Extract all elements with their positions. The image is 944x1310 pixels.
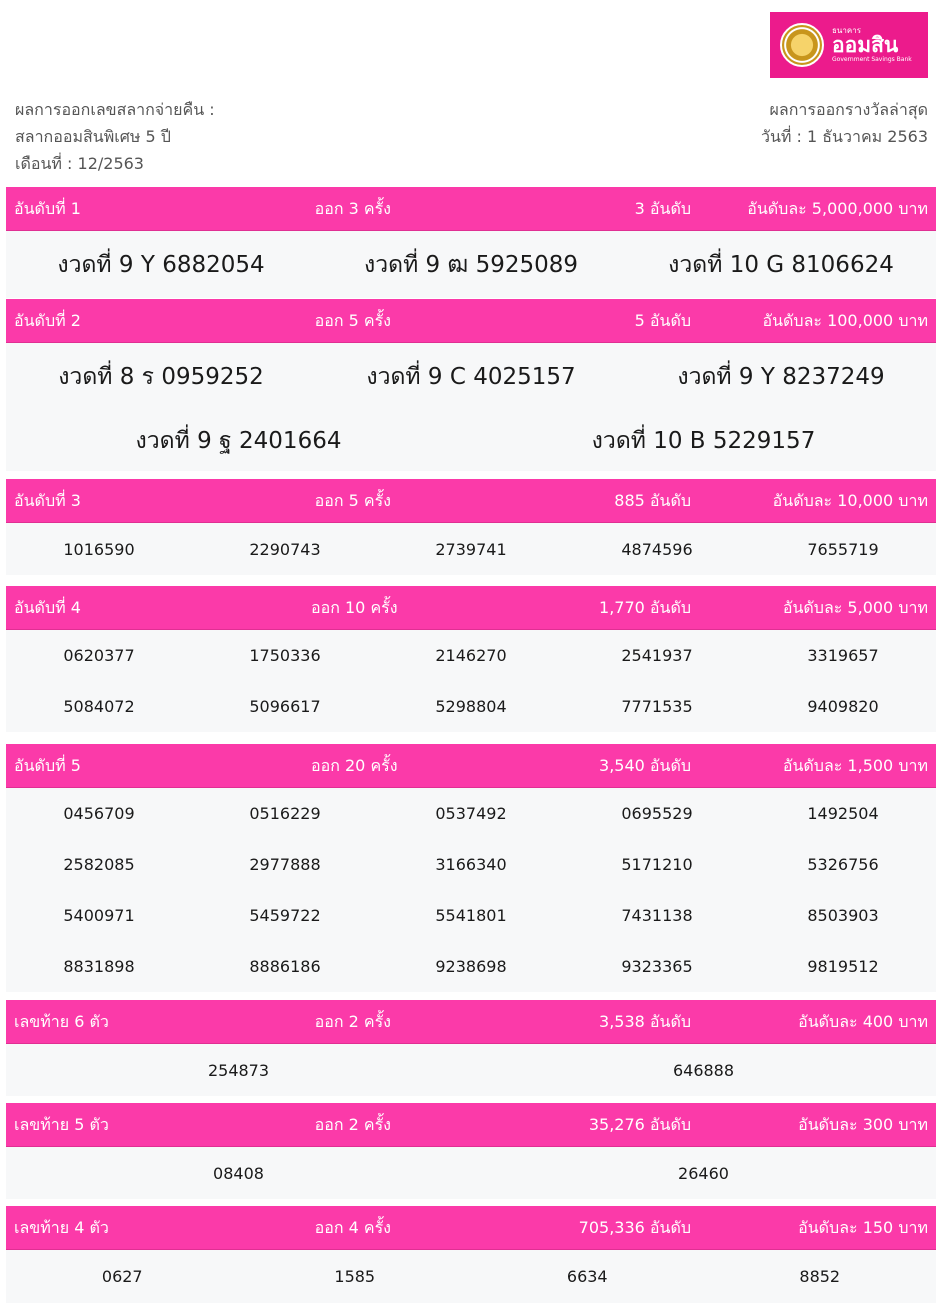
winning-number: 1016590 — [63, 539, 135, 559]
prize-numbers — [6, 231, 936, 298]
number-row — [6, 343, 936, 410]
prize-header — [6, 1000, 936, 1044]
prize-title: เลขท้าย 4 ตัว — [14, 1218, 109, 1237]
prize-section — [6, 744, 936, 992]
info-product: สลากออมสินพิเศษ 5 ปี — [15, 127, 171, 146]
prize-count: 35,276 อันดับ — [588, 1115, 691, 1134]
prize-title: อันดับที่ 1 — [14, 199, 81, 218]
winning-number: 8831898 — [63, 957, 135, 976]
winning-number: 5400971 — [63, 906, 135, 925]
winning-number: 8852 — [799, 1267, 841, 1286]
prize-amount: อันดับละ 1,500 บาท — [782, 756, 928, 775]
winning-number: 3166340 — [435, 855, 507, 874]
winning-number: งวดที่ 10 G 8106624 — [668, 251, 894, 278]
prize-amount: อันดับละ 5,000 บาท — [782, 598, 928, 617]
winning-number: 5298804 — [435, 697, 507, 716]
prize-draws: ออก 3 ครั้ง — [314, 199, 391, 218]
prize-count: 3 อันดับ — [634, 199, 691, 218]
prize-draws: ออก 20 ครั้ง — [311, 756, 398, 775]
winning-number: งวดที่ 10 B 5229157 — [591, 427, 816, 454]
prize-section — [6, 1103, 936, 1199]
winning-number: 7771535 — [621, 697, 693, 716]
winning-number: 1585 — [334, 1267, 376, 1286]
winning-number: 9819512 — [807, 957, 879, 976]
prize-amount: อันดับละ 400 บาท — [798, 1012, 928, 1031]
winning-number: 5541801 — [435, 906, 507, 925]
winning-number: 2146270 — [435, 646, 507, 665]
winning-number: 9409820 — [807, 697, 879, 716]
number-row — [6, 890, 936, 941]
winning-number: 1492504 — [807, 804, 879, 823]
prize-draws: ออก 10 ครั้ง — [311, 598, 398, 617]
prize-title: อันดับที่ 4 — [14, 598, 81, 617]
prize-draws: ออก 2 ครั้ง — [314, 1115, 391, 1134]
winning-number: 6634 — [566, 1267, 608, 1286]
prize-section — [6, 187, 936, 298]
prize-count: 3,540 อันดับ — [599, 756, 691, 775]
prize-draws: ออก 4 ครั้ง — [314, 1218, 391, 1237]
number-row — [6, 630, 936, 681]
prize-draws: ออก 2 ครั้ง — [314, 1012, 391, 1031]
number-row — [6, 839, 936, 890]
winning-number: 1750336 — [249, 646, 321, 665]
winning-number: งวดที่ 9 ฒ 5925089 — [363, 251, 579, 278]
winning-number: 26460 — [678, 1163, 729, 1183]
prize-header — [6, 744, 936, 788]
winning-number: 5171210 — [621, 855, 693, 874]
prize-section — [6, 299, 936, 471]
winning-number: 5326756 — [807, 855, 879, 874]
number-row — [6, 1147, 936, 1199]
prize-section — [6, 1206, 936, 1303]
prize-header — [6, 1206, 936, 1250]
latest-result-date: วันที่ : 1 ธันวาคม 2563 — [760, 127, 928, 146]
prize-header — [6, 187, 936, 231]
winning-number: งวดที่ 8 ร 0959252 — [58, 363, 264, 390]
prize-amount: อันดับละ 300 บาท — [798, 1115, 928, 1134]
prize-count: 705,336 อันดับ — [578, 1218, 691, 1237]
winning-number: 0695529 — [621, 804, 693, 823]
number-row — [6, 410, 936, 471]
winning-number: 0516229 — [249, 804, 321, 823]
winning-number: 8886186 — [249, 957, 321, 976]
prize-title: อันดับที่ 2 — [14, 311, 81, 330]
number-row — [6, 231, 936, 298]
winning-number: 9238698 — [435, 957, 507, 976]
winning-number: งวดที่ 9 C 4025157 — [366, 363, 576, 390]
winning-number: 2739741 — [435, 539, 507, 559]
gsb-logo — [770, 12, 928, 78]
lottery-info — [15, 96, 215, 177]
info-title: ผลการออกเลขสลากจ่ายคืน : — [15, 100, 215, 119]
prize-header — [6, 479, 936, 523]
winning-number: 3319657 — [807, 646, 879, 665]
winning-number: 9323365 — [621, 957, 693, 976]
winning-number: งวดที่ 9 Y 6882054 — [57, 251, 265, 278]
prize-draws: ออก 5 ครั้ง — [314, 311, 391, 330]
prize-amount: อันดับละ 5,000,000 บาท — [747, 199, 928, 218]
number-row — [6, 1044, 936, 1096]
logo-text: ธนาคาร ออมสิน Government Savings Bank — [832, 26, 912, 63]
winning-number: 5459722 — [249, 906, 321, 925]
winning-number: 5096617 — [249, 697, 321, 716]
prize-title: อันดับที่ 5 — [14, 756, 81, 775]
prize-amount: อันดับละ 10,000 บาท — [772, 491, 928, 510]
latest-result-info — [761, 96, 928, 150]
winning-number: งวดที่ 9 ฐ 2401664 — [135, 427, 342, 454]
prize-amount: อันดับละ 100,000 บาท — [762, 311, 928, 330]
bank-seal-icon — [780, 23, 824, 67]
winning-number: 08408 — [213, 1163, 264, 1183]
latest-result-title: ผลการออกรางวัลล่าสุด — [769, 100, 928, 119]
prize-title: อันดับที่ 3 — [14, 491, 81, 510]
winning-number: 2977888 — [249, 855, 321, 874]
winning-number: 254873 — [207, 1060, 270, 1080]
winning-number: 7431138 — [621, 906, 693, 925]
winning-number: 2290743 — [249, 539, 321, 559]
prize-header — [6, 586, 936, 630]
prize-section — [6, 586, 936, 732]
prize-section — [6, 1000, 936, 1096]
winning-number: 7655719 — [807, 539, 879, 559]
number-row — [6, 941, 936, 992]
number-row — [6, 1250, 936, 1303]
prize-section — [6, 479, 936, 575]
winning-number: 4874596 — [621, 539, 693, 559]
number-row — [6, 681, 936, 732]
prize-count: 885 อันดับ — [614, 491, 691, 510]
number-row — [6, 788, 936, 839]
info-month: เดือนที่ : 12/2563 — [15, 154, 144, 173]
winning-number: 8503903 — [807, 906, 879, 925]
prize-count: 5 อันดับ — [634, 311, 691, 330]
prize-count: 1,770 อันดับ — [599, 598, 691, 617]
winning-number: 2582085 — [63, 855, 135, 874]
prize-numbers — [6, 343, 936, 471]
winning-number: 0620377 — [63, 646, 135, 665]
winning-number: งวดที่ 9 Y 8237249 — [677, 363, 885, 390]
prize-numbers — [6, 630, 936, 732]
winning-number: 0456709 — [63, 804, 135, 823]
prize-numbers — [6, 1044, 936, 1096]
prize-numbers — [6, 1250, 936, 1303]
prize-numbers — [6, 788, 936, 992]
winning-number: 2541937 — [621, 646, 693, 665]
prize-numbers — [6, 1147, 936, 1199]
number-row — [6, 523, 936, 575]
prize-draws: ออก 5 ครั้ง — [314, 491, 391, 510]
prize-numbers — [6, 523, 936, 575]
prize-header — [6, 1103, 936, 1147]
prize-amount: อันดับละ 150 บาท — [798, 1218, 928, 1237]
prize-title: เลขท้าย 5 ตัว — [14, 1115, 109, 1134]
winning-number: 5084072 — [63, 697, 135, 716]
winning-number: 646888 — [672, 1060, 735, 1080]
prize-count: 3,538 อันดับ — [599, 1012, 691, 1031]
prize-title: เลขท้าย 6 ตัว — [14, 1012, 109, 1031]
prize-header — [6, 299, 936, 343]
winning-number: 0627 — [101, 1267, 143, 1286]
winning-number: 0537492 — [435, 804, 507, 823]
